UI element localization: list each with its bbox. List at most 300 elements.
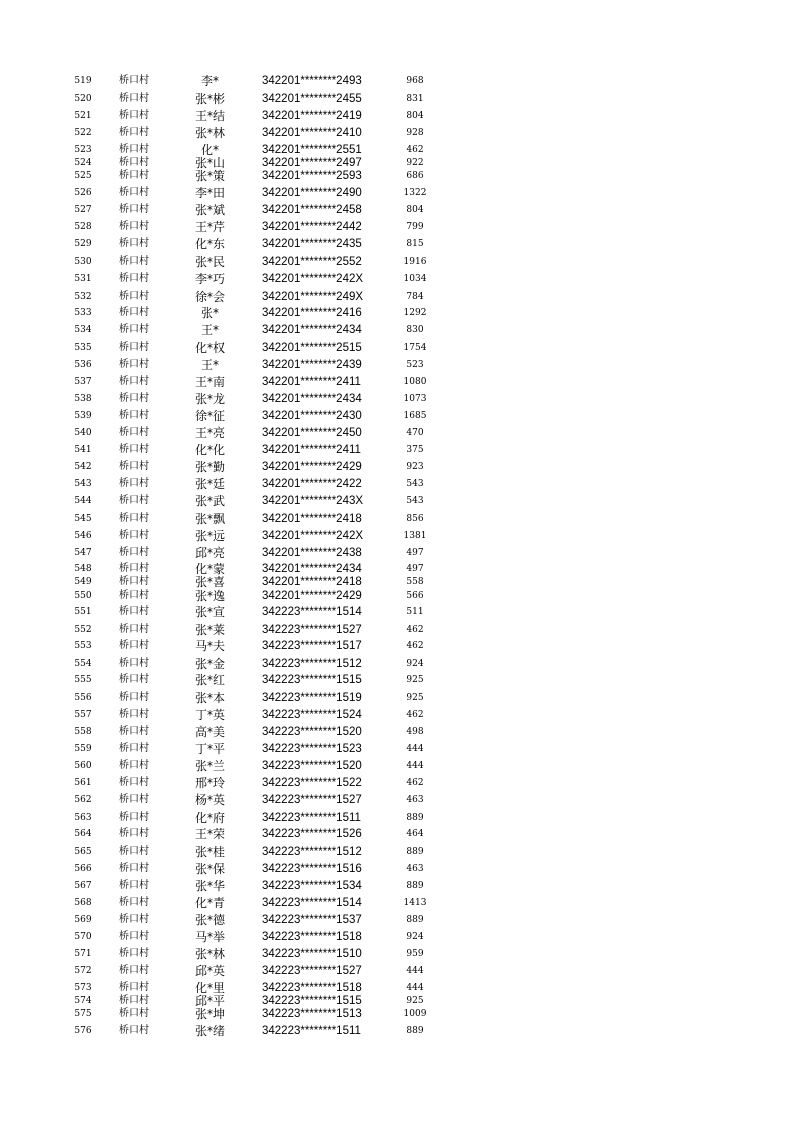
row-number: 528: [74, 222, 92, 232]
row-number: 553: [74, 641, 92, 651]
row-number: 552: [74, 625, 92, 635]
id-number: 342201********2430: [262, 410, 362, 422]
person-name: 王*结: [194, 109, 225, 123]
id-number: 342223********1511: [262, 1025, 361, 1037]
person-name: 张*保: [194, 862, 225, 876]
person-name: 张*林: [194, 947, 225, 961]
person-name: 徐*会: [194, 290, 225, 304]
person-name: 张*喜: [194, 575, 225, 589]
amount: 830: [406, 325, 424, 335]
village-name: 桥口村: [119, 461, 149, 472]
amount: 543: [406, 479, 424, 489]
table-row: [0, 236, 793, 252]
table-row: [0, 202, 793, 218]
village-name: 桥口村: [119, 291, 149, 302]
village-name: 桥口村: [119, 606, 149, 617]
id-number: 342201********2493: [262, 75, 362, 87]
id-number: 342201********243X: [262, 495, 364, 507]
amount: 462: [406, 710, 424, 720]
amount: 804: [406, 205, 424, 215]
table-row: [0, 604, 793, 620]
row-number: 521: [74, 111, 92, 121]
village-name: 桥口村: [119, 324, 149, 335]
person-name: 化*青: [194, 896, 225, 910]
person-name: 张*华: [194, 879, 225, 893]
row-number: 556: [74, 693, 92, 703]
person-name: 化*东: [194, 237, 225, 251]
table-row: [0, 374, 793, 390]
village-name: 桥口村: [119, 1008, 149, 1019]
village-name: 桥口村: [119, 863, 149, 874]
person-name: 李*: [200, 74, 219, 88]
amount: 1322: [403, 188, 427, 198]
table-row: [0, 391, 793, 407]
table-row: [0, 185, 793, 201]
table-row: [0, 724, 793, 740]
id-number: 342223********1524: [262, 709, 362, 721]
village-name: 桥口村: [119, 444, 149, 455]
person-name: 张*武: [194, 494, 225, 508]
village-name: 桥口村: [119, 674, 149, 685]
id-number: 342201********2434: [262, 563, 362, 575]
table-row: [0, 826, 793, 842]
village-name: 桥口村: [119, 692, 149, 703]
person-name: 张*龙: [194, 392, 225, 406]
id-number: 342201********2410: [262, 127, 362, 139]
row-number: 542: [74, 462, 92, 472]
person-name: 化*府: [194, 811, 225, 825]
id-number: 342201********2411: [262, 376, 361, 388]
amount: 1034: [403, 274, 427, 284]
village-name: 桥口村: [119, 478, 149, 489]
id-number: 342201********2411: [262, 444, 361, 456]
village-name: 桥口村: [119, 144, 149, 155]
amount: 922: [406, 158, 424, 168]
id-number: 342201********2435: [262, 238, 362, 250]
person-name: 张*策: [194, 169, 225, 183]
row-number: 575: [74, 1009, 92, 1019]
village-name: 桥口村: [119, 127, 149, 138]
row-number: 568: [74, 898, 92, 908]
id-number: 342223********1518: [262, 931, 362, 943]
village-name: 桥口村: [119, 880, 149, 891]
village-name: 桥口村: [119, 187, 149, 198]
table-row: [0, 946, 793, 962]
id-number: 342201********242X: [262, 530, 364, 542]
table-row: [0, 357, 793, 373]
table-row: [0, 289, 793, 305]
village-name: 桥口村: [119, 709, 149, 720]
id-number: 342201********2497: [262, 157, 362, 169]
person-name: 张*宣: [194, 605, 225, 619]
village-name: 桥口村: [119, 221, 149, 232]
village-name: 桥口村: [119, 576, 149, 587]
table-row: [0, 91, 793, 107]
person-name: 邱*英: [194, 964, 225, 978]
person-name: 张*斌: [194, 203, 225, 217]
village-name: 桥口村: [119, 794, 149, 805]
person-name: 李*巧: [194, 272, 225, 286]
table-row: [0, 895, 793, 911]
person-name: 张*桂: [194, 845, 225, 859]
amount: 889: [406, 1026, 424, 1036]
amount: 889: [406, 813, 424, 823]
row-number: 522: [74, 128, 92, 138]
amount: 856: [406, 514, 424, 524]
amount: 498: [406, 727, 424, 737]
row-number: 563: [74, 813, 92, 823]
table-row: [0, 810, 793, 826]
row-number: 541: [74, 445, 92, 455]
id-number: 342201********2429: [262, 461, 362, 473]
row-number: 569: [74, 915, 92, 925]
row-number: 550: [74, 591, 92, 601]
id-number: 342201********2450: [262, 427, 362, 439]
village-name: 桥口村: [119, 563, 149, 574]
village-name: 桥口村: [119, 495, 149, 506]
village-name: 桥口村: [119, 359, 149, 370]
row-number: 549: [74, 577, 92, 587]
amount: 462: [406, 625, 424, 635]
person-name: 邱*亮: [194, 546, 225, 560]
row-number: 548: [74, 564, 92, 574]
row-number: 571: [74, 949, 92, 959]
amount: 889: [406, 915, 424, 925]
id-number: 342201********2455: [262, 93, 362, 105]
village-name: 桥口村: [119, 1025, 149, 1036]
person-name: 张*逸: [194, 589, 225, 603]
table-row: [0, 271, 793, 287]
id-number: 342201********2429: [262, 590, 362, 602]
row-number: 558: [74, 727, 92, 737]
village-name: 桥口村: [119, 931, 149, 942]
person-name: 丁*英: [194, 708, 225, 722]
amount: 925: [406, 675, 424, 685]
person-name: 丁*平: [194, 742, 225, 756]
amount: 444: [406, 761, 424, 771]
table-row: [0, 758, 793, 774]
person-name: 张*坤: [194, 1007, 225, 1021]
village-name: 桥口村: [119, 238, 149, 249]
id-number: 342223********1513: [262, 1008, 362, 1020]
id-number: 342223********1527: [262, 624, 362, 636]
person-name: 张*勤: [194, 460, 225, 474]
person-name: 化*权: [194, 341, 225, 355]
table-row: [0, 1006, 793, 1022]
village-name: 桥口村: [119, 995, 149, 1006]
table-row: [0, 528, 793, 544]
row-number: 532: [74, 292, 92, 302]
person-name: 张*金: [194, 657, 225, 671]
amount: 1413: [403, 898, 427, 908]
amount: 566: [406, 591, 424, 601]
id-number: 342201********242X: [262, 273, 364, 285]
village-name: 桥口村: [119, 948, 149, 959]
table-row: [0, 322, 793, 338]
amount: 1292: [403, 308, 427, 318]
id-number: 342223********1519: [262, 692, 362, 704]
id-number: 342201********2439: [262, 359, 362, 371]
table-row: [0, 168, 793, 184]
village-name: 桥口村: [119, 760, 149, 771]
village-name: 桥口村: [119, 273, 149, 284]
id-number: 342201********2422: [262, 478, 362, 490]
amount: 889: [406, 881, 424, 891]
table-row: [0, 792, 793, 808]
row-number: 564: [74, 829, 92, 839]
village-name: 桥口村: [119, 256, 149, 267]
row-number: 576: [74, 1026, 92, 1036]
table-row: [0, 1023, 793, 1039]
person-name: 李*田: [194, 186, 225, 200]
table-row: [0, 493, 793, 509]
id-number: 342223********1511: [262, 812, 361, 824]
amount: 444: [406, 744, 424, 754]
table-row: [0, 442, 793, 458]
row-number: 573: [74, 983, 92, 993]
id-number: 342201********2458: [262, 204, 362, 216]
table-row: [0, 775, 793, 791]
person-name: 徐*征: [194, 409, 225, 423]
person-name: 杨*英: [194, 793, 225, 807]
table-row: [0, 963, 793, 979]
row-number: 539: [74, 411, 92, 421]
amount: 464: [406, 829, 424, 839]
id-number: 342201********249X: [262, 291, 364, 303]
id-number: 342201********2418: [262, 513, 362, 525]
id-number: 342201********2515: [262, 342, 362, 354]
id-number: 342223********1522: [262, 777, 362, 789]
amount: 523: [406, 360, 424, 370]
person-name: 张*本: [194, 691, 225, 705]
village-name: 桥口村: [119, 307, 149, 318]
village-name: 桥口村: [119, 547, 149, 558]
village-name: 桥口村: [119, 157, 149, 168]
person-name: 张*德: [194, 913, 225, 927]
person-name: 王*芹: [194, 220, 225, 234]
village-name: 桥口村: [119, 376, 149, 387]
row-number: 566: [74, 864, 92, 874]
person-name: 高*美: [194, 725, 225, 739]
table-row: [0, 878, 793, 894]
village-name: 桥口村: [119, 393, 149, 404]
village-name: 桥口村: [119, 846, 149, 857]
table-row: [0, 545, 793, 561]
amount: 925: [406, 996, 424, 1006]
amount: 497: [406, 548, 424, 558]
village-name: 桥口村: [119, 170, 149, 181]
row-number: 536: [74, 360, 92, 370]
village-name: 桥口村: [119, 590, 149, 601]
row-number: 570: [74, 932, 92, 942]
person-name: 邢*玲: [194, 776, 225, 790]
village-name: 桥口村: [119, 777, 149, 788]
table-row: [0, 672, 793, 688]
person-name: 张*莱: [194, 623, 225, 637]
id-number: 342223********1512: [262, 658, 362, 670]
row-number: 531: [74, 274, 92, 284]
row-number: 562: [74, 795, 92, 805]
village-name: 桥口村: [119, 828, 149, 839]
table-row: [0, 622, 793, 638]
person-name: 张*彬: [194, 92, 225, 106]
village-name: 桥口村: [119, 897, 149, 908]
amount: 558: [406, 577, 424, 587]
amount: 815: [406, 239, 424, 249]
amount: 924: [406, 659, 424, 669]
row-number: 567: [74, 881, 92, 891]
table-row: [0, 108, 793, 124]
id-number: 342223********1523: [262, 743, 362, 755]
amount: 928: [406, 128, 424, 138]
table-row: [0, 690, 793, 706]
id-number: 342223********1537: [262, 914, 362, 926]
table-row: [0, 73, 793, 89]
row-number: 557: [74, 710, 92, 720]
row-number: 540: [74, 428, 92, 438]
amount: 1685: [403, 411, 427, 421]
id-number: 342223********1510: [262, 948, 362, 960]
amount: 497: [406, 564, 424, 574]
person-name: 张*绪: [194, 1024, 225, 1038]
village-name: 桥口村: [119, 914, 149, 925]
table-row: [0, 219, 793, 235]
amount: 889: [406, 847, 424, 857]
id-number: 342201********2434: [262, 393, 362, 405]
person-name: 化*里: [194, 981, 225, 995]
row-number: 524: [74, 158, 92, 168]
amount: 799: [406, 222, 424, 232]
id-number: 342201********2552: [262, 256, 362, 268]
table-row: [0, 476, 793, 492]
village-name: 桥口村: [119, 726, 149, 737]
person-name: 张*远: [194, 529, 225, 543]
person-name: 张*林: [194, 126, 225, 140]
person-name: 张*飘: [194, 512, 225, 526]
id-number: 342223********1517: [262, 640, 362, 652]
table-row: [0, 459, 793, 475]
id-number: 342223********1515: [262, 674, 362, 686]
row-number: 560: [74, 761, 92, 771]
amount: 1009: [403, 1009, 427, 1019]
table-row: [0, 929, 793, 945]
person-name: 化*化: [194, 443, 225, 457]
amount: 511: [406, 607, 424, 617]
village-name: 桥口村: [119, 530, 149, 541]
id-number: 342201********2551: [262, 144, 362, 156]
person-name: 王*: [200, 358, 219, 372]
row-number: 537: [74, 377, 92, 387]
person-name: 马*夫: [194, 639, 225, 653]
amount: 444: [406, 983, 424, 993]
id-number: 342201********2416: [262, 307, 362, 319]
amount: 1754: [403, 343, 427, 353]
id-number: 342223********1526: [262, 828, 362, 840]
amount: 959: [406, 949, 424, 959]
amount: 1073: [403, 394, 427, 404]
id-number: 342201********2442: [262, 221, 362, 233]
row-number: 546: [74, 531, 92, 541]
amount: 543: [406, 496, 424, 506]
village-name: 桥口村: [119, 743, 149, 754]
person-name: 化*: [200, 143, 219, 157]
table-row: [0, 425, 793, 441]
amount: 462: [406, 778, 424, 788]
amount: 463: [406, 864, 424, 874]
row-number: 525: [74, 171, 92, 181]
id-number: 342223********1534: [262, 880, 362, 892]
person-name: 张*廷: [194, 477, 225, 491]
row-number: 574: [74, 996, 92, 1006]
row-number: 533: [74, 308, 92, 318]
row-number: 547: [74, 548, 92, 558]
table-row: [0, 844, 793, 860]
amount: 444: [406, 966, 424, 976]
id-number: 342201********2490: [262, 187, 362, 199]
amount: 968: [406, 76, 424, 86]
table-row: [0, 656, 793, 672]
amount: 686: [406, 171, 424, 181]
person-name: 张*: [200, 306, 219, 320]
person-name: 张*红: [194, 673, 225, 687]
amount: 924: [406, 932, 424, 942]
village-name: 桥口村: [119, 427, 149, 438]
village-name: 桥口村: [119, 342, 149, 353]
row-number: 526: [74, 188, 92, 198]
row-number: 559: [74, 744, 92, 754]
id-number: 342223********1514: [262, 897, 362, 909]
person-name: 张*民: [194, 255, 225, 269]
village-name: 桥口村: [119, 410, 149, 421]
village-name: 桥口村: [119, 812, 149, 823]
table-row: [0, 741, 793, 757]
amount: 831: [406, 94, 424, 104]
amount: 925: [406, 693, 424, 703]
row-number: 534: [74, 325, 92, 335]
person-name: 马*举: [194, 930, 225, 944]
id-number: 342223********1527: [262, 794, 362, 806]
person-name: 王*: [200, 323, 219, 337]
amount: 1381: [403, 531, 427, 541]
amount: 784: [406, 292, 424, 302]
row-number: 530: [74, 257, 92, 267]
table-row: [0, 408, 793, 424]
amount: 462: [406, 641, 424, 651]
row-number: 551: [74, 607, 92, 617]
table-row: [0, 125, 793, 141]
row-number: 538: [74, 394, 92, 404]
id-number: 342201********2434: [262, 324, 362, 336]
amount: 1080: [403, 377, 427, 387]
table-row: [0, 305, 793, 321]
village-name: 桥口村: [119, 658, 149, 669]
id-number: 342223********1516: [262, 863, 362, 875]
village-name: 桥口村: [119, 982, 149, 993]
amount: 470: [406, 428, 424, 438]
row-number: 555: [74, 675, 92, 685]
id-number: 342223********1512: [262, 846, 362, 858]
person-name: 邱*平: [194, 994, 225, 1008]
table-row: [0, 511, 793, 527]
village-name: 桥口村: [119, 640, 149, 651]
id-number: 342201********2419: [262, 110, 362, 122]
amount: 463: [406, 795, 424, 805]
row-number: 545: [74, 514, 92, 524]
amount: 1916: [403, 257, 427, 267]
id-number: 342223********1514: [262, 606, 362, 618]
village-name: 桥口村: [119, 75, 149, 86]
person-name: 张*兰: [194, 759, 225, 773]
